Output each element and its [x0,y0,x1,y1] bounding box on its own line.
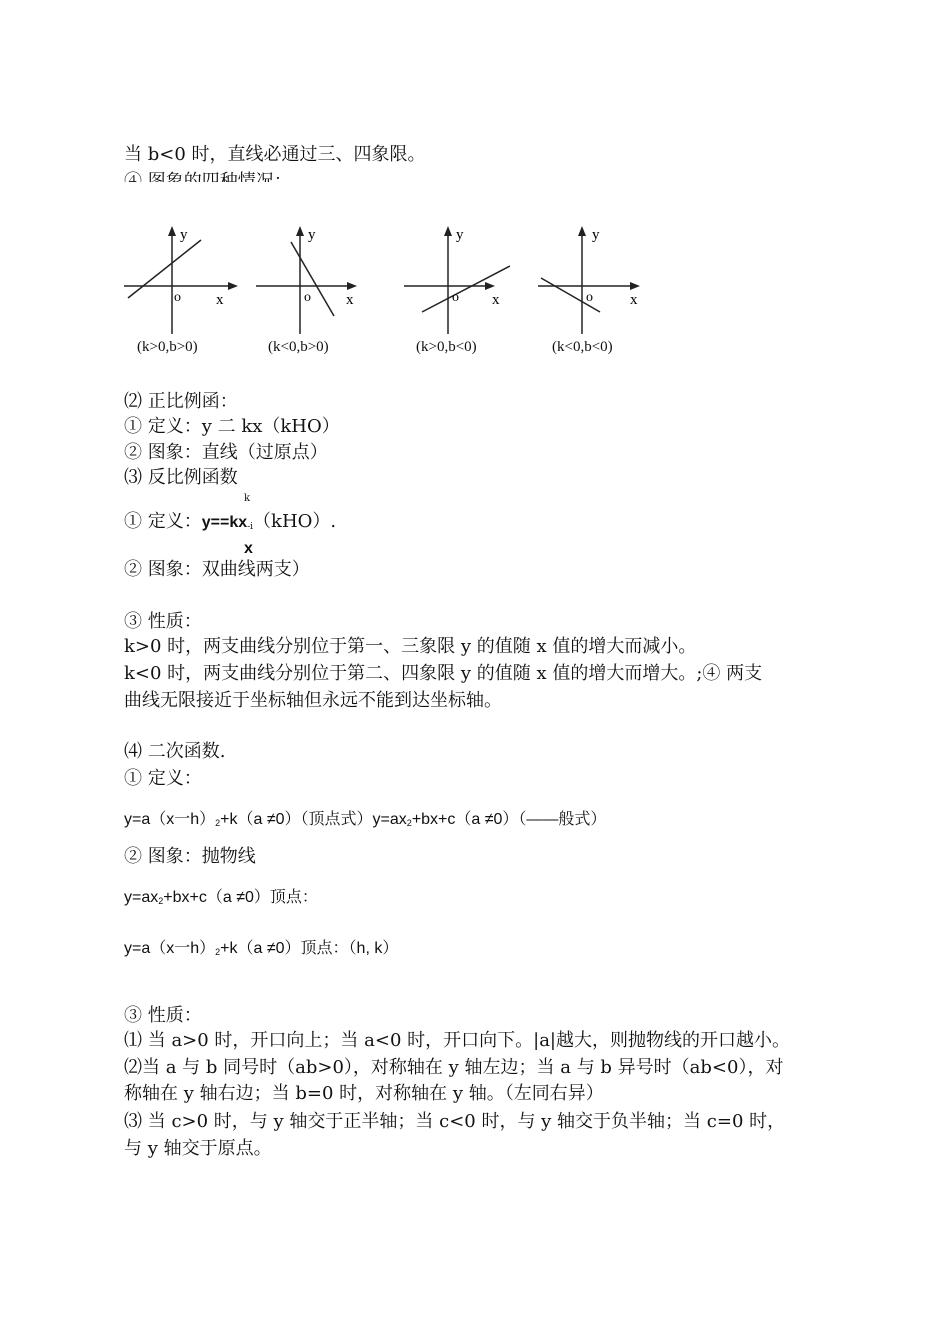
caption-graph-2: (k<0,b>0) [268,339,329,355]
quadratic-property-1: ⑴ 当 a>0 时，开口向上；当 a<0 时，开口向下。|a|越大，则抛物线的开口越小。 [124,1030,790,1051]
origin-label: o [586,290,593,305]
caption-graph-3: (k>0,b<0) [416,339,477,355]
general-form: y=ax [124,889,159,906]
caption-graph-4: (k<0,b<0) [552,339,613,355]
inverse-graph: ② 图象：双曲线两支） [124,559,310,580]
quadratic-graph: ② 图象：抛物线 [124,846,256,867]
formula-condition: （kHO）. [253,511,337,532]
exponent: 2 [215,947,221,957]
line-b-negative: 当 b<0 时，直线必通过三、四象限。 [124,144,426,165]
graph-k-pos-b-neg [404,222,524,334]
general-form: +bx+c（a ≠0）（——般式） [411,811,607,828]
quadratic-property-3: ⑶ 当 c>0 时，与 y 轴交于正半轴；当 c<0 时，与 y 轴交于负半轴；当 c=0 时， [124,1111,786,1132]
quadratic-heading: ⑷ 二次函数. [124,741,226,762]
x-axis-label: x [346,292,354,308]
vertex-form-cont: +k（a ≠0）（顶点式）y=ax [220,811,407,828]
inverse-property-1: k>0 时，两支曲线分别位于第一、三象限 y 的值随 x 值的增大而减小。 [124,636,697,657]
vertex-form-cont: +k（a ≠0）顶点：（h, k） [220,940,399,957]
x-axis-label: x [216,292,224,308]
y-axis-label: y [308,227,316,243]
definition-label: ① 定义： [124,511,202,532]
x-axis-label: x [630,292,638,308]
graph-k-neg-b-pos [256,222,376,334]
quadratic-property-3-cont: 与 y 轴交于原点。 [124,1138,272,1159]
vertex-general [124,886,318,913]
origin-label: o [304,290,311,305]
inverse-property-3: 曲线无限接近于坐标轴但永远不能到达坐标轴。 [124,690,502,711]
y-axis-label: y [456,227,464,243]
exponent: 2 [158,896,164,906]
fraction-denominator: x [244,540,253,557]
proportional-graph: ② 图象：直线（过原点） [124,442,328,463]
graph-k-neg-b-neg [538,222,658,334]
inverse-property-2: k<0 时，两支曲线分别位于第二、四象限 y 的值随 x 值的增大而增大。;④ 两支 [124,663,763,684]
inverse-definition [124,510,336,539]
exponent: 2 [406,818,412,828]
formula-subscript: -i [247,522,254,532]
graph-k-pos-b-pos [124,222,244,334]
proportional-definition: ① 定义：y 二 kx（kHO） [124,416,340,437]
vertex-form: y=a（x一h） [124,940,216,957]
quadratic-properties-heading: ③ 性质： [124,1005,202,1026]
proportional-heading: ⑵ 正比例函： [124,391,238,412]
quadratic-property-2-cont: 称轴在 y 轴右边；当 b=0 时，对称轴在 y 轴。（左同右异） [124,1083,604,1104]
vertex-vertexform [124,937,398,964]
quadratic-property-2: ⑵当 a 与 b 同号时（ab>0），对称轴在 y 轴左边；当 a 与 b 异号时（ab<0），对 [124,1057,784,1078]
inverse-properties-heading: ③ 性质： [124,611,202,632]
y-axis-label: y [180,227,188,243]
y-axis-label: y [592,227,600,243]
quadratic-forms [124,808,606,835]
fraction-numerator: k [244,493,251,504]
inverse-formula: y==kx [201,514,248,531]
scan-cut [0,182,950,196]
origin-label: o [452,290,459,305]
origin-label: o [174,290,181,305]
vertex-form: y=a（x一h） [124,811,216,828]
caption-graph-1: (k>0,b>0) [137,339,198,355]
exponent: 2 [215,818,221,828]
quadratic-definition: ① 定义： [124,768,202,789]
general-form-cont: +bx+c（a ≠0）顶点： [163,889,318,906]
inverse-heading: ⑶ 反比例函数 [124,467,238,488]
x-axis-label: x [492,292,500,308]
